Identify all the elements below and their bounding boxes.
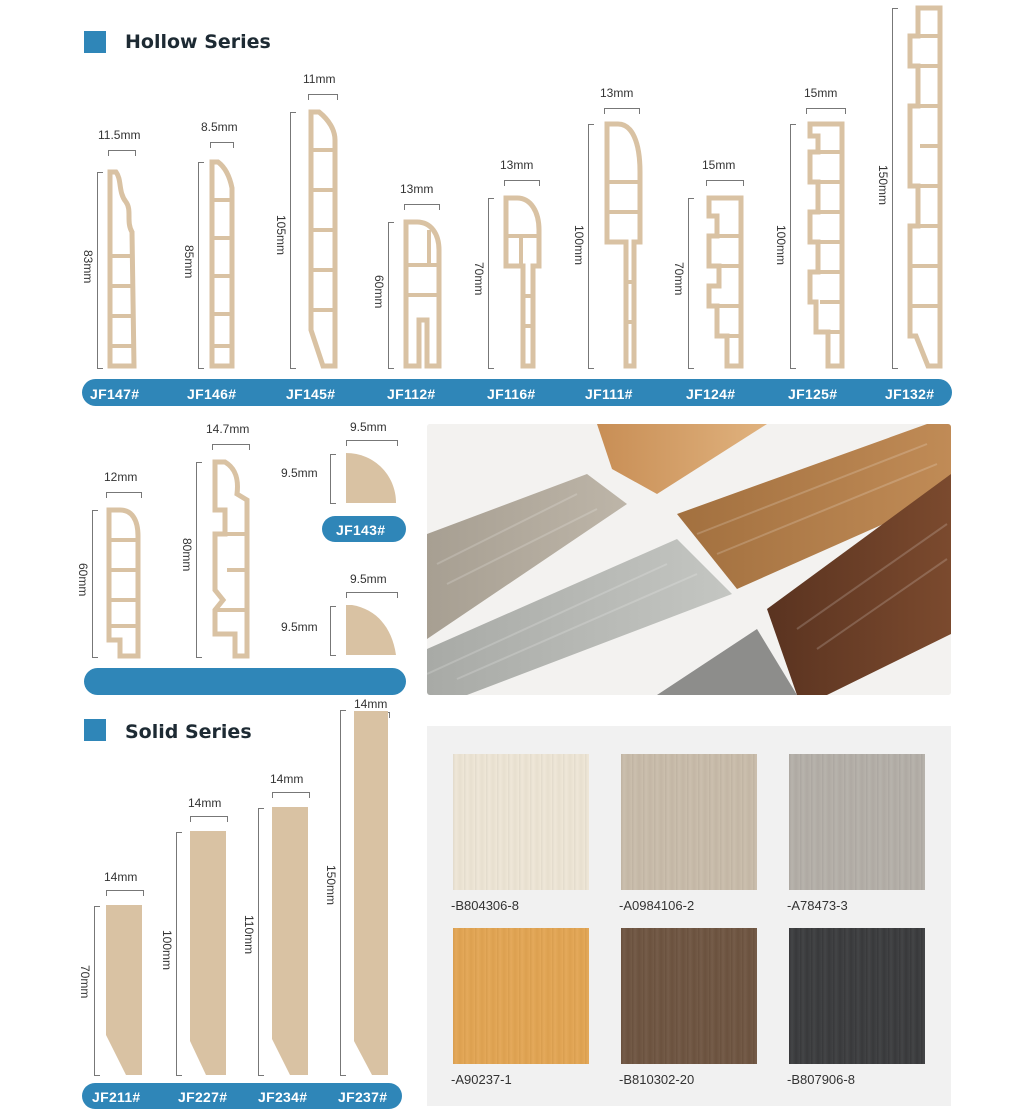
height-bracket [340, 710, 346, 1076]
height-bracket [94, 906, 100, 1076]
height-label: 85mm [182, 245, 196, 279]
width-label: 14mm [104, 870, 138, 884]
product-code: JF237# [338, 1089, 388, 1105]
height-bracket [92, 510, 98, 658]
product-code: JF112# [387, 386, 436, 402]
width-label: 14mm [270, 772, 304, 786]
width-label: 8.5mm [201, 120, 238, 134]
color-swatch-panel [427, 726, 951, 1106]
width-bracket [212, 444, 250, 450]
color-swatch [621, 754, 757, 890]
height-label: 60mm [76, 563, 90, 597]
color-swatch [789, 928, 925, 1064]
width-bracket [108, 150, 136, 156]
height-bracket [196, 462, 202, 658]
profile-jf112 [403, 220, 443, 368]
width-bracket [106, 492, 142, 498]
color-code: -B810302-20 [619, 1072, 695, 1087]
width-bracket [346, 592, 398, 598]
height-label: 100mm [160, 930, 174, 971]
height-bracket [388, 222, 394, 369]
profile-jf116 [503, 196, 543, 368]
profile-jf146 [210, 160, 236, 368]
product-code: JF211# [92, 1089, 141, 1105]
height-bracket [790, 124, 796, 369]
profile-jf124 [705, 196, 745, 368]
profile-extra-2 [211, 460, 251, 658]
width-label: 12mm [104, 470, 138, 484]
height-label: 60mm [372, 275, 386, 309]
width-bracket [308, 94, 338, 100]
width-label: 11.5mm [98, 128, 141, 142]
width-bracket [806, 108, 846, 114]
product-code: JF124# [686, 386, 736, 402]
height-label: 110mm [242, 915, 256, 955]
profile-jf147 [108, 170, 138, 368]
wood-boards-illustration [427, 424, 951, 695]
width-label: 14mm [354, 697, 388, 711]
height-label: 150mm [324, 865, 338, 906]
height-bracket [176, 832, 182, 1076]
product-code: JF116# [487, 386, 536, 402]
width-bracket [706, 180, 744, 186]
product-code: JF111# [585, 386, 633, 402]
product-code: JF146# [187, 386, 237, 402]
product-code: JF145# [286, 386, 336, 402]
product-code: JF143# [336, 522, 386, 538]
height-bracket [198, 162, 204, 369]
height-label: 100mm [774, 225, 788, 266]
color-code: -B807906-8 [787, 1072, 855, 1087]
hollow-code-bar [82, 379, 952, 406]
height-label: 9.5mm [281, 466, 318, 480]
product-code: JF234# [258, 1089, 308, 1105]
width-bracket [404, 204, 440, 210]
height-label: 9.5mm [281, 620, 318, 634]
height-label: 105mm [274, 215, 288, 256]
color-code: -A0984106-2 [619, 898, 695, 913]
height-bracket [488, 198, 494, 369]
width-bracket [106, 890, 144, 896]
width-bracket [346, 440, 398, 446]
height-label: 100mm [572, 225, 586, 266]
profile-jf132 [906, 6, 946, 368]
profile-jf237 [354, 711, 388, 1075]
product-code: JF125# [788, 386, 838, 402]
profile-jf125 [806, 122, 846, 368]
profile-jf211 [106, 905, 142, 1075]
height-bracket [330, 454, 336, 504]
width-bracket [604, 108, 640, 114]
color-swatch [453, 754, 589, 890]
width-label: 15mm [702, 158, 736, 172]
quarter-cove-profile [346, 605, 398, 655]
skirting-board-photo [427, 424, 951, 695]
height-bracket [892, 8, 898, 369]
profile-jf227 [190, 831, 226, 1075]
product-code: JF227# [178, 1089, 228, 1105]
profile-jf111 [604, 122, 644, 368]
quarter-round-profile [346, 453, 398, 503]
width-label: 13mm [600, 86, 634, 100]
height-bracket [290, 112, 296, 369]
profile-jf234 [272, 807, 308, 1075]
color-swatch [453, 928, 589, 1064]
height-label: 70mm [672, 262, 686, 296]
height-label: 70mm [78, 965, 92, 999]
width-bracket [272, 792, 310, 798]
width-label: 9.5mm [350, 572, 387, 586]
height-label: 70mm [472, 262, 486, 296]
hollow-series-title: Hollow Series [125, 31, 271, 53]
width-label: 11mm [303, 72, 336, 86]
color-code: -A78473-3 [787, 898, 848, 913]
section-marker-icon [84, 31, 106, 53]
color-swatch [621, 928, 757, 1064]
width-label: 9.5mm [350, 420, 387, 434]
width-label: 13mm [500, 158, 534, 172]
height-bracket [330, 606, 336, 656]
section-marker-icon [84, 719, 106, 741]
width-bracket [190, 816, 228, 822]
height-label: 150mm [876, 165, 890, 206]
width-label: 13mm [400, 182, 434, 196]
width-label: 14.7mm [206, 422, 250, 436]
solid-series-title: Solid Series [125, 721, 252, 743]
width-bracket [210, 142, 234, 148]
width-bracket [504, 180, 540, 186]
color-code: -B804306-8 [451, 898, 519, 913]
profile-extra-1 [106, 508, 144, 658]
width-label: 15mm [804, 86, 838, 100]
height-bracket [588, 124, 594, 369]
profile-jf145 [307, 110, 339, 368]
product-code: JF147# [90, 386, 140, 402]
height-bracket [258, 808, 264, 1076]
height-bracket [97, 172, 103, 369]
height-label: 80mm [180, 538, 194, 572]
height-label: 83mm [81, 250, 95, 284]
color-code: -A90237-1 [451, 1072, 512, 1087]
width-label: 14mm [188, 796, 222, 810]
hollow-extra-bar [84, 668, 406, 695]
solid-code-bar [82, 1083, 402, 1109]
height-bracket [688, 198, 694, 369]
color-swatch [789, 754, 925, 890]
product-code: JF132# [885, 386, 935, 402]
jf143-code-pill [322, 516, 406, 542]
